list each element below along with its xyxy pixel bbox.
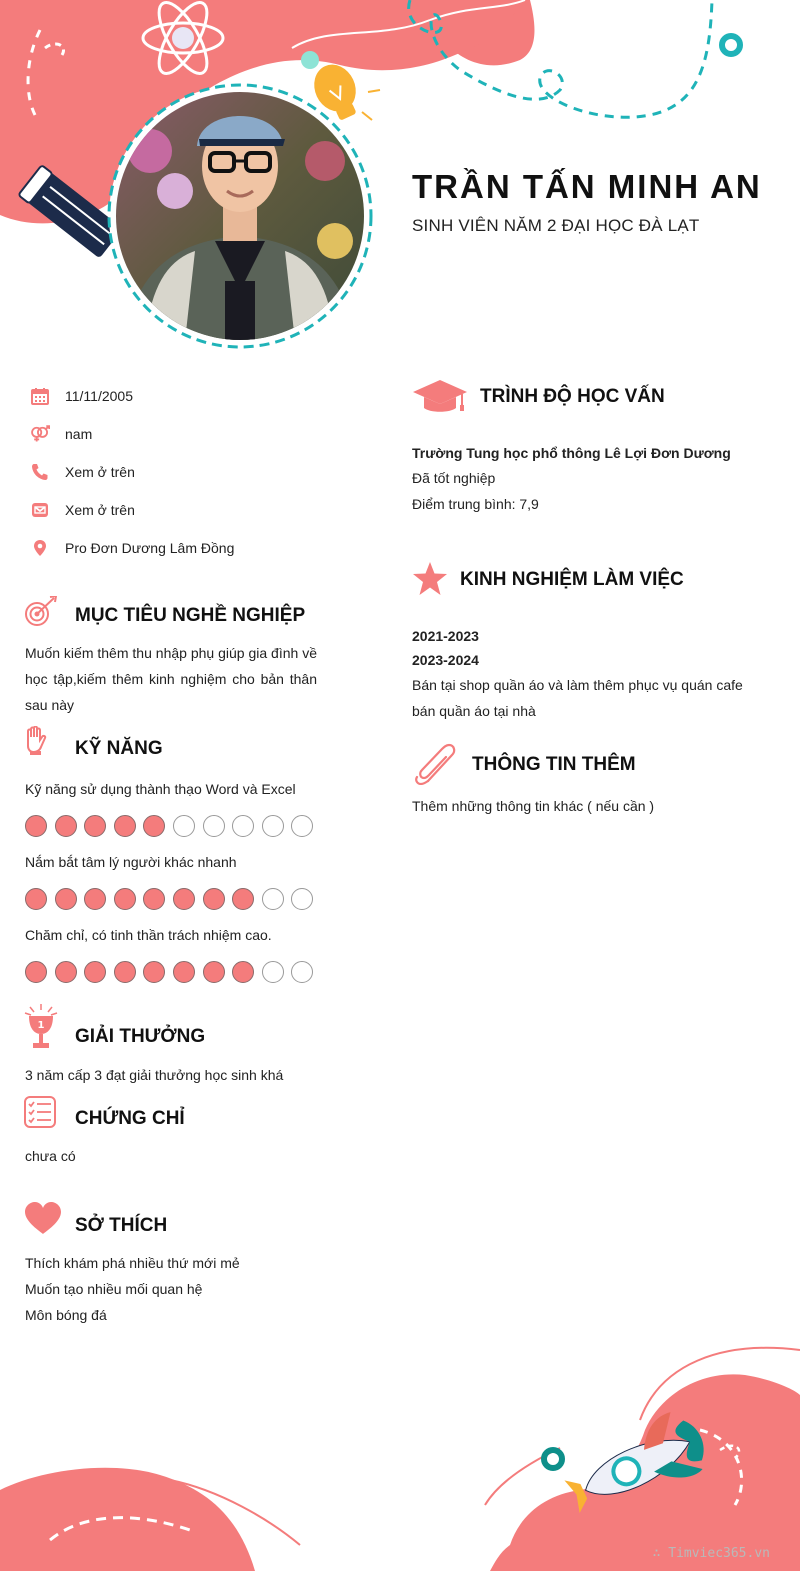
rating-dot-filled [84, 815, 106, 837]
extra-text: Thêm những thông tin khác ( nếu cần ) [412, 798, 655, 814]
skill-rating [25, 888, 313, 910]
extra-title: THÔNG TIN THÊM [472, 754, 636, 775]
rating-dot-empty [291, 961, 313, 983]
rating-dot-filled [114, 815, 136, 837]
objective-title: MỤC TIÊU NGHỀ NGHIỆP [75, 605, 306, 626]
rating-dot-filled [55, 961, 77, 983]
mail-icon [30, 500, 50, 520]
trophy-icon [24, 1004, 58, 1050]
certificates-text: chưa có [25, 1148, 76, 1164]
graduation-cap-icon [412, 378, 468, 414]
rating-dot-filled [84, 888, 106, 910]
education-gpa: Điểm trung bình: 7,9 [412, 496, 539, 512]
rating-dot-filled [55, 815, 77, 837]
certificates-title: CHỨNG CHỈ [75, 1108, 185, 1129]
email-value: Xem ở trên [65, 502, 135, 518]
calendar-icon [30, 386, 50, 406]
contact-phone [30, 460, 135, 484]
gender-value: nam [65, 426, 93, 442]
rating-dot-empty [203, 815, 225, 837]
rating-dot-filled [114, 961, 136, 983]
education-school: Trường Tung học phổ thông Lê Lợi Đơn Dương [412, 445, 731, 461]
phone-icon [30, 462, 50, 482]
location-pin-icon [30, 538, 50, 558]
awards-text: 3 năm cấp 3 đạt giải thưởng học sinh khá [25, 1067, 284, 1083]
education-title: TRÌNH ĐỘ HỌC VẤN [480, 386, 665, 407]
rating-dot-filled [84, 961, 106, 983]
rating-dot-filled [143, 961, 165, 983]
rating-dot-filled [25, 888, 47, 910]
experience-period: 2021-2023 [412, 628, 479, 644]
rating-dot-empty [262, 888, 284, 910]
rating-dot-filled [173, 888, 195, 910]
skill-rating [25, 815, 313, 837]
experience-description: Bán tại shop quần áo và làm thêm phục vụ quán cafe [412, 677, 743, 693]
contact-address [30, 536, 234, 560]
rating-dot-filled [25, 961, 47, 983]
rating-dot-filled [55, 888, 77, 910]
target-icon [24, 596, 58, 628]
watermark: ∴ Timviec365.vn [652, 1546, 770, 1561]
contact-email [30, 498, 135, 522]
skill-label: Nắm bắt tâm lý người khác nhanh [25, 854, 237, 870]
experience-description: bán quần áo tại nhà [412, 703, 536, 719]
hobbies-title: SỞ THÍCH [75, 1215, 168, 1236]
rating-dot-empty [291, 815, 313, 837]
experience-title: KINH NGHIỆM LÀM VIỆC [460, 569, 684, 590]
awards-title: GIẢI THƯỞNG [75, 1026, 206, 1047]
rating-dot-filled [25, 815, 47, 837]
heart-icon [24, 1202, 62, 1236]
rating-dot-empty [291, 888, 313, 910]
rating-dot-filled [143, 888, 165, 910]
rating-dot-filled [203, 961, 225, 983]
rating-dot-empty [232, 815, 254, 837]
hobby-item: Môn bóng đá [25, 1307, 107, 1323]
education-status: Đã tốt nghiệp [412, 470, 496, 486]
contact-birthday [30, 384, 133, 408]
skills-title: KỸ NĂNG [75, 738, 163, 759]
rating-dot-empty [262, 815, 284, 837]
hobby-item: Thích khám phá nhiều thứ mới mẻ [25, 1255, 240, 1271]
rating-dot-filled [173, 961, 195, 983]
gender-icon [30, 424, 50, 444]
hobby-item: Muốn tạo nhiều mối quan hệ [25, 1281, 203, 1297]
rating-dot-filled [143, 815, 165, 837]
birthday-value: 11/11/2005 [65, 388, 133, 404]
footer-decoration [0, 1340, 800, 1571]
contact-gender [30, 422, 92, 446]
star-icon [412, 561, 448, 597]
skill-label: Kỹ năng sử dụng thành thạo Word và Excel [25, 781, 296, 797]
rating-dot-filled [114, 888, 136, 910]
rating-dot-filled [203, 888, 225, 910]
candidate-title: SINH VIÊN NĂM 2 ĐẠI HỌC ĐÀ LẠT [412, 216, 700, 235]
paperclip-icon [414, 743, 458, 785]
svg-text:1: 1 [37, 1020, 45, 1031]
rating-dot-empty [173, 815, 195, 837]
avatar [115, 91, 365, 341]
skill-rating [25, 961, 313, 983]
checklist-icon [24, 1096, 56, 1128]
phone-value: Xem ở trên [65, 464, 135, 480]
rating-dot-filled [232, 888, 254, 910]
experience-period: 2023-2024 [412, 652, 479, 668]
objective-text: Muốn kiếm thêm thu nhập phụ giúp gia đình về học tập,kiếm thêm kinh nghiệm cho bản thân sau này [25, 645, 317, 713]
candidate-name: TRẦN TẤN MINH AN [412, 168, 762, 205]
rating-dot-filled [232, 961, 254, 983]
hand-icon [24, 726, 48, 756]
skill-label: Chăm chỉ, có tinh thần trách nhiệm cao. [25, 927, 272, 943]
rating-dot-empty [262, 961, 284, 983]
address-value: Pro Đơn Dương Lâm Đồng [65, 540, 235, 556]
